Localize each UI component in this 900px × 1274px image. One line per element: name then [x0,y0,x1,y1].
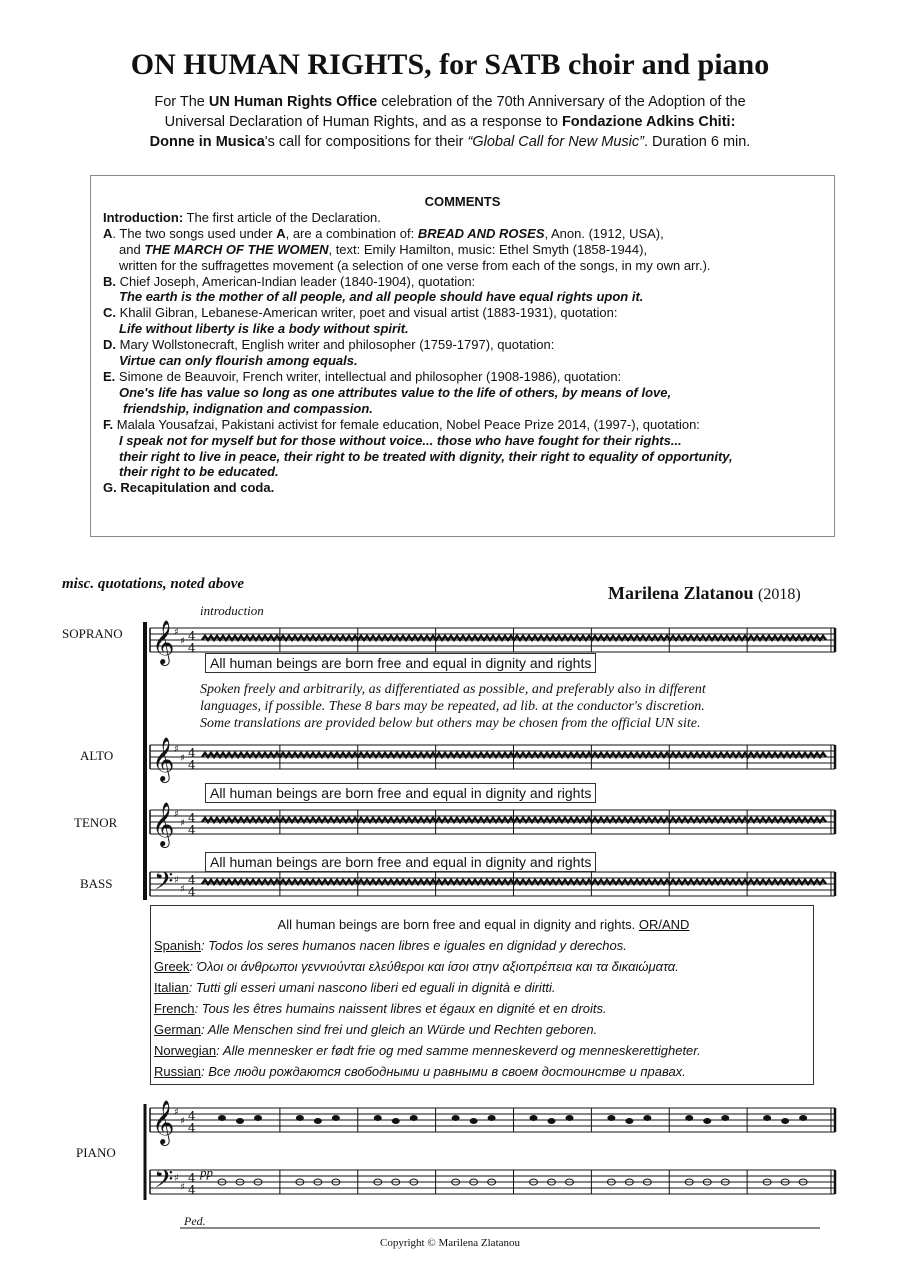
translation-spanish: Spanish: Todos los seres humanos nacen libres e iguales en dignidad y derechos. [154,938,627,953]
intro-line-1: For The UN Human Rights Office celebration of the 70th Anniversary of the Adoption of the [154,94,746,110]
piano-rh-chord-note [781,1118,789,1124]
piano-rh-chord-note [643,1115,651,1121]
comment-a-line3: written for the suffragettes movement (a selection of one verse from each of the songs, in my own arr.). [119,257,711,273]
piano-rh-chord-note [625,1118,633,1124]
piano-rh-chord-note [314,1118,322,1124]
piano-rh-staff-time-bottom: 4 [188,1121,196,1135]
piano-rh-chord-note [254,1115,262,1121]
translation-greek: Greek: Όλοι οι άνθρωποι γεννιούνται ελεύθεροι και ίσοι στην αξιοπρέπεια και τα δικαιώματα. [154,959,679,974]
soprano-lyric-box: All human beings are born free and equal in dignity and rights [205,653,596,673]
tenor-staff-time-bottom: 4 [188,823,196,837]
misc-quotations-note: misc. quotations, noted above [62,576,245,592]
pedal-marking: Ped. [184,1214,206,1228]
intro-line-2: Universal Declaration of Human Rights, and as a response to Fondazione Adkins Chiti: [164,114,736,130]
comment-g: G. Recapitulation and coda. [103,480,275,496]
alto-staff-time-bottom: 4 [188,758,196,772]
alto-staff-sharp: ♯ [180,753,185,764]
intro-line-3: Donne in Musica's call for compositions for their “Global Call for New Music”. Duration 6 min. [149,134,751,150]
dynamic-marking: pp [200,1165,213,1180]
piano-rh-chord-note [452,1115,460,1121]
comment-d: D. Mary Wollstonecraft, English writer and philosopher (1759-1797), quotation: [103,337,555,353]
comment-d-quote: Virtue can only flourish among equals. [119,353,358,369]
bass-staff-sharp: ♯ [180,884,185,895]
piano-rh-chord-note [548,1118,556,1124]
translation-italian: Italian: Tutti gli esseri umani nascono liberi ed eguali in dignità e diritti. [154,980,556,995]
comment-b-quote: The earth is the mother of all people, and all people should have equal rights upon it. [119,289,644,305]
voice-label-bass: BASS [80,876,113,891]
voice-label-alto: ALTO [80,748,114,763]
tenor-staff-time-top: 4 [188,811,196,825]
performance-instructions: Spoken freely and arbitrarily, as differentiated as possible, and preferably also in different languages, if possible. These 8 bars may be repeated, ad lib. at the conductor's discretion. Some translations are provided below but others may be chosen from the official UN site. [200,682,706,731]
comment-f-quote-1: I speak not for myself but for those without voice... those who have fought for their rights... [119,432,682,448]
piano-rh-chord-note [703,1118,711,1124]
piano-rh-chord-note [410,1115,418,1121]
piano-rh-staff-sharp: ♯ [180,1116,185,1127]
composer-credit: Marilena Zlatanou (2018) [608,583,801,603]
tenor-staff-sharp: ♯ [174,809,179,820]
alto-staff-time-top: 4 [188,746,196,760]
copyright: Copyright © Marilena Zlatanou [379,1237,521,1249]
comment-a: A. The two songs used under A, are a combination of: BREAD AND ROSES, Anon. (1912, USA), [103,225,664,241]
piano-rh-chord-note [374,1115,382,1121]
translation-french: French: Tous les êtres humains naissent libres et égaux en dignité et en droits. [154,1001,607,1016]
piano-rh-chord-note [721,1115,729,1121]
bass-staff-time-top: 4 [188,873,196,887]
piano-rh-chord-note [566,1115,574,1121]
translation-english: All human beings are born free and equal in dignity and rights. OR/AND [277,917,690,932]
piano-rh-staff-time-top: 4 [188,1109,196,1123]
translation-german: German: Alle Menschen sind frei und gleich an Würde und Rechten geboren. [154,1022,598,1037]
translation-russian: Russian: Все люди рождаются свободными и равными в своем достоинстве и правах. [154,1064,686,1079]
piano-rh-chord-note [763,1115,771,1121]
piano-rh-chord-note [530,1115,538,1121]
comment-e: E. Simone de Beauvoir, French writer, intellectual and philosopher (1908-1986), quotation: [103,368,622,384]
piano-rh-chord-note [799,1115,807,1121]
piano-rh-chord-note [607,1115,615,1121]
translation-norwegian: Norwegian: Alle mennesker er født frie og med samme menneskeverd og menneskerettigheter. [154,1043,701,1058]
piano-lh-staff-sharp: ♯ [174,1173,179,1184]
soprano-staff-clef: 𝄞 [152,620,175,664]
comment-e-quote-2: friendship, indignation and compassion. [123,400,373,416]
alto-staff-sharp: ♯ [174,744,179,755]
piano-rh-chord-note [332,1115,340,1121]
page-title: ON HUMAN RIGHTS, for SATB choir and piano [130,48,770,81]
soprano-staff-time-top: 4 [188,629,196,643]
piano-label: PIANO [76,1145,116,1160]
alto-staff-clef: 𝄞 [152,737,175,781]
piano-lh-staff-clef: 𝄢 [154,1165,174,1200]
voice-label-soprano: SOPRANO [62,626,123,641]
bass-staff-time-bottom: 4 [188,885,196,899]
piano-rh-chord-note [218,1115,226,1121]
comment-a-line2: and THE MARCH OF THE WOMEN, text: Emily Hamilton, music: Ethel Smyth (1858-1944), [119,241,648,257]
piano-rh-chord-note [488,1115,496,1121]
soprano-staff-sharp: ♯ [174,627,179,638]
section-label: introduction [200,603,264,618]
piano-rh-chord-note [685,1115,693,1121]
bass-staff-clef: 𝄢 [154,867,174,902]
tenor-staff-clef: 𝄞 [152,802,175,846]
comment-e-quote-1: One's life has value so long as one attributes value to the life of others, by means of love, [119,384,672,400]
piano-lh-staff-sharp: ♯ [180,1182,185,1193]
comment-f: F. Malala Yousafzai, Pakistani activist for female education, Nobel Peace Prize 2014, (1997-), quotation: [103,416,700,432]
tenor-staff-sharp: ♯ [180,818,185,829]
piano-rh-staff-clef: 𝄞 [152,1100,175,1144]
comments-heading: COMMENTS [424,194,501,209]
comment-f-quote-3: their right to be educated. [119,464,279,480]
piano-lh-staff-time-top: 4 [188,1171,196,1185]
comment-c: C. Khalil Gibran, Lebanese-American writer, poet and visual artist (1883-1931), quotation: [103,305,618,321]
soprano-staff-time-bottom: 4 [188,641,196,655]
piano-lh-staff-time-bottom: 4 [188,1183,196,1197]
soprano-staff-sharp: ♯ [180,636,185,647]
comment-c-quote: Life without liberty is like a body without spirit. [119,321,409,337]
translations-box [150,905,814,1085]
piano-rh-chord-note [470,1118,478,1124]
piano-rh-staff-sharp: ♯ [174,1107,179,1118]
tenor-lyric-box: All human beings are born free and equal in dignity and rights [205,852,596,872]
bass-staff-sharp: ♯ [174,875,179,886]
comment-f-quote-2: their right to live in peace, their right to be treated with dignity, their right to equality of opportunity, [119,448,733,464]
voice-label-tenor: TENOR [74,815,118,830]
piano-rh-chord-note [236,1118,244,1124]
comment-b: B. Chief Joseph, American-Indian leader (1840-1904), quotation: [103,273,476,289]
alto-lyric-box: All human beings are born free and equal in dignity and rights [205,783,596,803]
piano-rh-chord-note [392,1118,400,1124]
piano-rh-chord-note [296,1115,304,1121]
comment-intro: Introduction: The first article of the Declaration. [103,209,381,225]
